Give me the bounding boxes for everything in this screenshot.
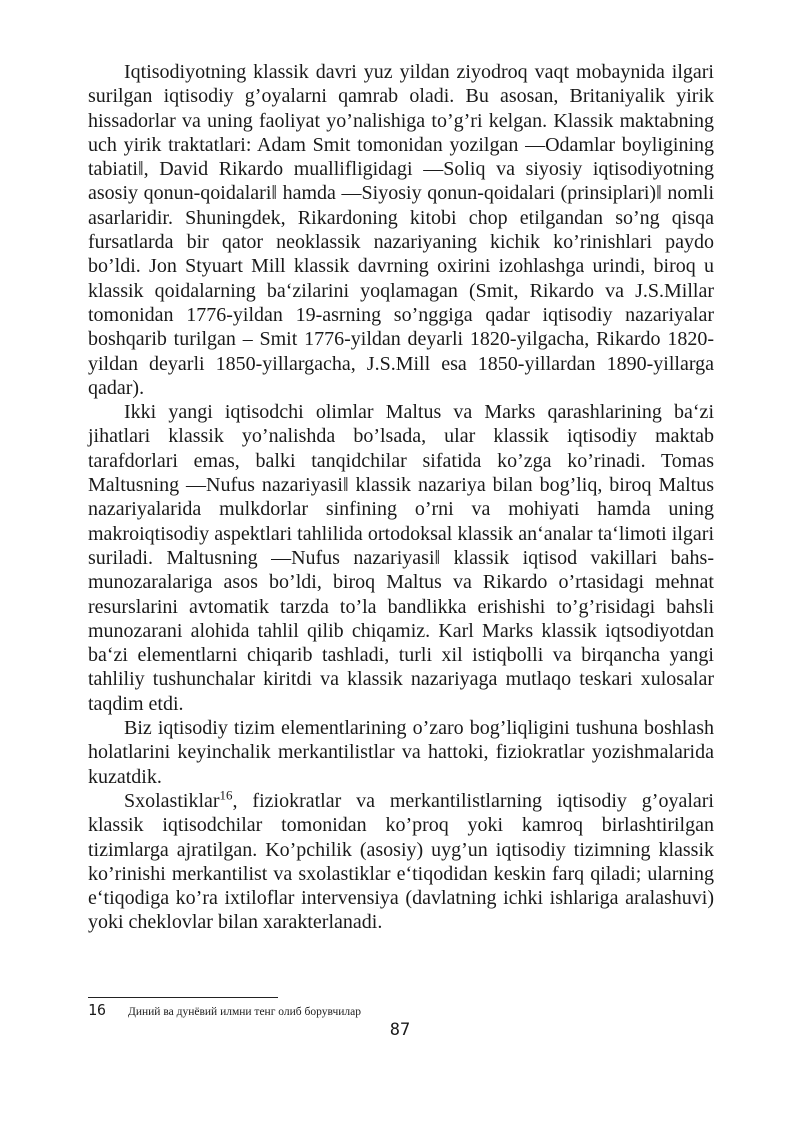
paragraph-4-lead: Sxolastiklar bbox=[124, 789, 220, 812]
footnote bbox=[88, 1003, 714, 1019]
paragraph-4 bbox=[88, 789, 714, 935]
footnote-text: Диний ва дунёвий илмни тенг олиб борувчилар bbox=[128, 1006, 361, 1018]
paragraph-3: Biz iqtisodiy tizim elementlarining o’zaro bog’liqligini tushuna boshlash holatlarini keyinchalik merkantilistlar va hattoki, fiziokratlar yozishmalarida kuzatdik. bbox=[88, 717, 714, 788]
paragraph-4-rest: , fiziokratlar va merkantilistlarning iqtisodiy g’oyalari klassik iqtisodchilar tomonidan ko’proq yoki kamroq birlashtirilgan tizimlarga ajratilgan. Ko’pchilik (asosiy) uyg’un iqtisodiy tizimning klassik ko’rinishi merkantilist va sxolastiklar e‘tiqodidan keskin farq qiladi; ularning e‘tiqodiga ko’ra ixtiloflar intervensiya (davlatning ichki ishlariga aralashuvi) yoki cheklovlar bilan xarakterlanadi. bbox=[88, 789, 714, 934]
page-body bbox=[88, 60, 714, 935]
footnote-divider bbox=[88, 997, 278, 998]
footnote-number: 16 bbox=[88, 1001, 107, 1019]
paragraph-1: Iqtisodiyotning klassik davri yuz yildan ziyodroq vaqt mobaynida ilgari surilgan iqtisodiy g’oyalarni qamrab oladi. Bu asosan, Britaniyalik yirik hissadorlar va uning faoliyat yo’nalishiga to’g’ri kelgan. Klassik maktabning uch yirik traktatlari: Adam Smit tomonidan yozilgan ―Odamlar boyligining tabiati‖, David Rikardo muallifligidagi ―Soliq va siyosiy iqtisodiyotning asosiy qonun-qoidalari‖ hamda ―Siyosiy qonun-qoidalari (prinsiplari)‖ nomli asarlaridir. Shuningdek, Rikardoning kitobi chop etilgandan so’ng qisqa fursatlarda bir qator neoklassik nazariyaning kichik ko’rinishlari paydo bo’ldi. Jon Styuart Mill klassik davrning oxirini izohlashga urindi, biroq u klassik qoidalarning ba‘zilarini yoqlamagan (Smit, Rikardo va J.S.Millar tomonidan 1776-yildan 19-asrning so’nggiga qadar iqtisodiy nazariyalar boshqarib turilgan – Smit 1776-yildan deyarli 1820-yilgacha, Rikardo 1820-yildan deyarli 1850-yillargacha, J.S.Mill esa 1850-yillardan 1890-yillarga qadar). bbox=[88, 61, 714, 399]
paragraph-2: Ikki yangi iqtisodchi olimlar Maltus va Marks qarashlarining ba‘zi jihatlari klassik yo’nalishda bo’lsada, ular klassik iqtisodiy maktab tarafdorlari emas, balki tanqidchilar sifatida ko’zga ko’rinadi. Tomas Maltusning ―Nufus nazariyasi‖ klassik nazariya bilan bog’liq, biroq Maltus nazariyalarida mulkdorlar sinfining o’rni va mohiyati hamda uning makroiqtisodiy aspektlari tahlilida ortodoksal klassik an‘analar ta‘limoti ilgari suriladi. Maltusning ―Nufus nazariyasi‖ klassik iqtisod vakillari bahs-munozaralariga asos bo’ldi, biroq Maltus va Rikardo o’rtasidagi mehnat resurslarini avtomatik tarzda to’la bandlikka erishishi to’g’risidagi bahsli munozarani alohida tahlil qilib chiqamiz. Karl Marks klassik iqtsodiyotdan ba‘zi elementlarni chiqarib tashladi, turli xil istiqbolli va birqancha yangi tahliliy tushunchalar kiritdi va klassik nazariyaga mutlaqo teskari xulosalar taqdim etdi. bbox=[88, 401, 714, 715]
footnote-reference[interactable]: 16 bbox=[219, 787, 233, 803]
page-number: 87 bbox=[389, 1020, 411, 1040]
